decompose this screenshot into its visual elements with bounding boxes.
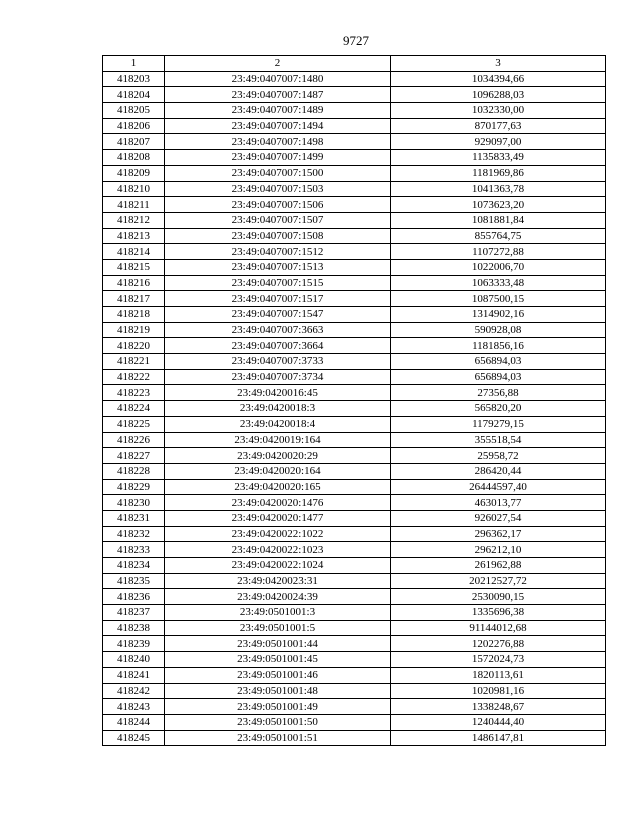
row-number-cell: 418216 <box>103 275 165 291</box>
cadastral-value-cell: 656894,03 <box>391 354 606 370</box>
row-number-cell: 418241 <box>103 667 165 683</box>
row-number-cell: 418226 <box>103 432 165 448</box>
page-number: 9727 <box>343 33 369 48</box>
cadastral-id-cell: 23:49:0501001:44 <box>165 636 391 652</box>
table-row <box>103 605 606 621</box>
row-number-cell: 418207 <box>103 134 165 150</box>
row-number-cell: 418240 <box>103 652 165 668</box>
table-body <box>103 71 606 746</box>
header-cell-number: 1 <box>103 56 165 72</box>
cadastral-value-cell: 25958,72 <box>391 448 606 464</box>
cadastral-value-cell: 286420,44 <box>391 463 606 479</box>
cadastral-id-cell: 23:49:0407007:1512 <box>165 244 391 260</box>
row-number-cell: 418231 <box>103 510 165 526</box>
table-row <box>103 354 606 370</box>
cadastral-id-cell: 23:49:0501001:5 <box>165 620 391 636</box>
cadastral-value-cell: 870177,63 <box>391 118 606 134</box>
cadastral-value-cell: 1087500,15 <box>391 291 606 307</box>
table-row <box>103 683 606 699</box>
table-row <box>103 244 606 260</box>
cadastral-id-cell: 23:49:0407007:1503 <box>165 181 391 197</box>
cadastral-value-cell: 1572024,73 <box>391 652 606 668</box>
cadastral-value-cell: 1107272,88 <box>391 244 606 260</box>
table-row <box>103 338 606 354</box>
table-row <box>103 730 606 746</box>
cadastral-value-cell: 91144012,68 <box>391 620 606 636</box>
table-row <box>103 573 606 589</box>
row-number-cell: 418211 <box>103 197 165 213</box>
table-row <box>103 118 606 134</box>
cadastral-value-cell: 926027,54 <box>391 510 606 526</box>
cadastral-value-cell: 1034394,66 <box>391 71 606 87</box>
cadastral-id-cell: 23:49:0501001:45 <box>165 652 391 668</box>
row-number-cell: 418235 <box>103 573 165 589</box>
cadastral-id-cell: 23:49:0501001:46 <box>165 667 391 683</box>
cadastral-id-cell: 23:49:0407007:1499 <box>165 150 391 166</box>
cadastral-id-cell: 23:49:0420016:45 <box>165 385 391 401</box>
cadastral-id-cell: 23:49:0420022:1023 <box>165 542 391 558</box>
cadastral-value-cell: 355518,54 <box>391 432 606 448</box>
row-number-cell: 418232 <box>103 526 165 542</box>
cadastral-id-cell: 23:49:0501001:48 <box>165 683 391 699</box>
table-row <box>103 259 606 275</box>
cadastral-id-cell: 23:49:0407007:3733 <box>165 354 391 370</box>
cadastral-value-cell: 1096288,03 <box>391 87 606 103</box>
cadastral-id-cell: 23:49:0501001:50 <box>165 714 391 730</box>
table-row <box>103 432 606 448</box>
cadastral-value-cell: 1135833,49 <box>391 150 606 166</box>
cadastral-id-cell: 23:49:0420020:1476 <box>165 495 391 511</box>
cadastral-value-cell: 1041363,78 <box>391 181 606 197</box>
cadastral-value-cell: 855764,75 <box>391 228 606 244</box>
table-row <box>103 589 606 605</box>
row-number-cell: 418236 <box>103 589 165 605</box>
cadastral-id-cell: 23:49:0407007:3734 <box>165 369 391 385</box>
cadastral-id-cell: 23:49:0407007:1489 <box>165 103 391 119</box>
table-row <box>103 667 606 683</box>
row-number-cell: 418230 <box>103 495 165 511</box>
cadastral-id-cell: 23:49:0420022:1024 <box>165 558 391 574</box>
row-number-cell: 418209 <box>103 165 165 181</box>
table-row <box>103 479 606 495</box>
row-number-cell: 418210 <box>103 181 165 197</box>
cadastral-id-cell: 23:49:0501001:49 <box>165 699 391 715</box>
cadastral-value-table <box>102 55 606 746</box>
table-row <box>103 322 606 338</box>
cadastral-value-cell: 1202276,88 <box>391 636 606 652</box>
cadastral-value-cell: 261962,88 <box>391 558 606 574</box>
row-number-cell: 418213 <box>103 228 165 244</box>
table-row <box>103 369 606 385</box>
cadastral-id-cell: 23:49:0407007:1547 <box>165 307 391 323</box>
table-row <box>103 71 606 87</box>
row-number-cell: 418243 <box>103 699 165 715</box>
cadastral-value-cell: 1022006,70 <box>391 259 606 275</box>
cadastral-id-cell: 23:49:0407007:1507 <box>165 212 391 228</box>
row-number-cell: 418223 <box>103 385 165 401</box>
table-row <box>103 463 606 479</box>
table-row <box>103 714 606 730</box>
row-number-cell: 418229 <box>103 479 165 495</box>
cadastral-value-cell: 1181856,16 <box>391 338 606 354</box>
cadastral-value-cell: 1081881,84 <box>391 212 606 228</box>
row-number-cell: 418208 <box>103 150 165 166</box>
row-number-cell: 418219 <box>103 322 165 338</box>
table-row <box>103 87 606 103</box>
cadastral-value-cell: 1032330,00 <box>391 103 606 119</box>
row-number-cell: 418237 <box>103 605 165 621</box>
cadastral-id-cell: 23:49:0420024:39 <box>165 589 391 605</box>
table-row <box>103 620 606 636</box>
cadastral-id-cell: 23:49:0407007:1480 <box>165 71 391 87</box>
row-number-cell: 418221 <box>103 354 165 370</box>
cadastral-id-cell: 23:49:0407007:1487 <box>165 87 391 103</box>
cadastral-id-cell: 23:49:0407007:1515 <box>165 275 391 291</box>
cadastral-id-cell: 23:49:0420020:29 <box>165 448 391 464</box>
cadastral-id-cell: 23:49:0407007:3663 <box>165 322 391 338</box>
row-number-cell: 418218 <box>103 307 165 323</box>
cadastral-value-cell: 929097,00 <box>391 134 606 150</box>
cadastral-value-cell: 1335696,38 <box>391 605 606 621</box>
cadastral-value-cell: 2530090,15 <box>391 589 606 605</box>
row-number-cell: 418203 <box>103 71 165 87</box>
cadastral-value-cell: 1181969,86 <box>391 165 606 181</box>
cadastral-value-cell: 656894,03 <box>391 369 606 385</box>
cadastral-id-cell: 23:49:0407007:1506 <box>165 197 391 213</box>
cadastral-value-cell: 565820,20 <box>391 401 606 417</box>
cadastral-value-cell: 296362,17 <box>391 526 606 542</box>
table-row <box>103 558 606 574</box>
table-row <box>103 636 606 652</box>
table-row <box>103 448 606 464</box>
cadastral-value-cell: 296212,10 <box>391 542 606 558</box>
table-row <box>103 307 606 323</box>
row-number-cell: 418228 <box>103 463 165 479</box>
table-row <box>103 212 606 228</box>
cadastral-id-cell: 23:49:0420019:164 <box>165 432 391 448</box>
row-number-cell: 418214 <box>103 244 165 260</box>
cadastral-value-cell: 1314902,16 <box>391 307 606 323</box>
table-row <box>103 699 606 715</box>
cadastral-id-cell: 23:49:0420018:4 <box>165 416 391 432</box>
table-row <box>103 228 606 244</box>
header-cell-value: 3 <box>391 56 606 72</box>
cadastral-value-cell: 1073623,20 <box>391 197 606 213</box>
cadastral-id-cell: 23:49:0407007:1517 <box>165 291 391 307</box>
row-number-cell: 418224 <box>103 401 165 417</box>
cadastral-value-cell: 1240444,40 <box>391 714 606 730</box>
cadastral-id-cell: 23:49:0501001:3 <box>165 605 391 621</box>
table-header <box>103 56 606 72</box>
cadastral-id-cell: 23:49:0420023:31 <box>165 573 391 589</box>
cadastral-value-cell: 20212527,72 <box>391 573 606 589</box>
row-number-cell: 418205 <box>103 103 165 119</box>
table-row <box>103 291 606 307</box>
cadastral-id-cell: 23:49:0420018:3 <box>165 401 391 417</box>
table-row <box>103 401 606 417</box>
table-row <box>103 165 606 181</box>
table-row <box>103 181 606 197</box>
table-row <box>103 197 606 213</box>
cadastral-value-cell: 1063333,48 <box>391 275 606 291</box>
table-row <box>103 526 606 542</box>
cadastral-id-cell: 23:49:0407007:1500 <box>165 165 391 181</box>
row-number-cell: 418239 <box>103 636 165 652</box>
row-number-cell: 418206 <box>103 118 165 134</box>
row-number-cell: 418212 <box>103 212 165 228</box>
cadastral-value-cell: 1486147,81 <box>391 730 606 746</box>
cadastral-id-cell: 23:49:0407007:3664 <box>165 338 391 354</box>
table-row <box>103 134 606 150</box>
cadastral-id-cell: 23:49:0407007:1513 <box>165 259 391 275</box>
row-number-cell: 418244 <box>103 714 165 730</box>
row-number-cell: 418245 <box>103 730 165 746</box>
cadastral-id-cell: 23:49:0407007:1494 <box>165 118 391 134</box>
table-row <box>103 542 606 558</box>
header-cell-cadastral-id: 2 <box>165 56 391 72</box>
table-row <box>103 150 606 166</box>
table-row <box>103 385 606 401</box>
cadastral-value-cell: 1179279,15 <box>391 416 606 432</box>
cadastral-value-cell: 26444597,40 <box>391 479 606 495</box>
cadastral-value-cell: 1338248,67 <box>391 699 606 715</box>
row-number-cell: 418220 <box>103 338 165 354</box>
cadastral-id-cell: 23:49:0420020:165 <box>165 479 391 495</box>
cadastral-value-cell: 1820113,61 <box>391 667 606 683</box>
row-number-cell: 418234 <box>103 558 165 574</box>
cadastral-id-cell: 23:49:0407007:1498 <box>165 134 391 150</box>
header-row <box>103 56 606 72</box>
table-row <box>103 652 606 668</box>
table-row <box>103 275 606 291</box>
row-number-cell: 418222 <box>103 369 165 385</box>
cadastral-id-cell: 23:49:0407007:1508 <box>165 228 391 244</box>
row-number-cell: 418217 <box>103 291 165 307</box>
cadastral-value-cell: 590928,08 <box>391 322 606 338</box>
table-row <box>103 510 606 526</box>
table-row <box>103 495 606 511</box>
row-number-cell: 418227 <box>103 448 165 464</box>
row-number-cell: 418225 <box>103 416 165 432</box>
cadastral-value-cell: 1020981,16 <box>391 683 606 699</box>
row-number-cell: 418215 <box>103 259 165 275</box>
cadastral-value-cell: 27356,88 <box>391 385 606 401</box>
row-number-cell: 418204 <box>103 87 165 103</box>
cadastral-id-cell: 23:49:0420022:1022 <box>165 526 391 542</box>
table-row <box>103 416 606 432</box>
row-number-cell: 418238 <box>103 620 165 636</box>
row-number-cell: 418233 <box>103 542 165 558</box>
cadastral-id-cell: 23:49:0420020:164 <box>165 463 391 479</box>
cadastral-id-cell: 23:49:0420020:1477 <box>165 510 391 526</box>
cadastral-value-cell: 463013,77 <box>391 495 606 511</box>
cadastral-id-cell: 23:49:0501001:51 <box>165 730 391 746</box>
table-row <box>103 103 606 119</box>
row-number-cell: 418242 <box>103 683 165 699</box>
